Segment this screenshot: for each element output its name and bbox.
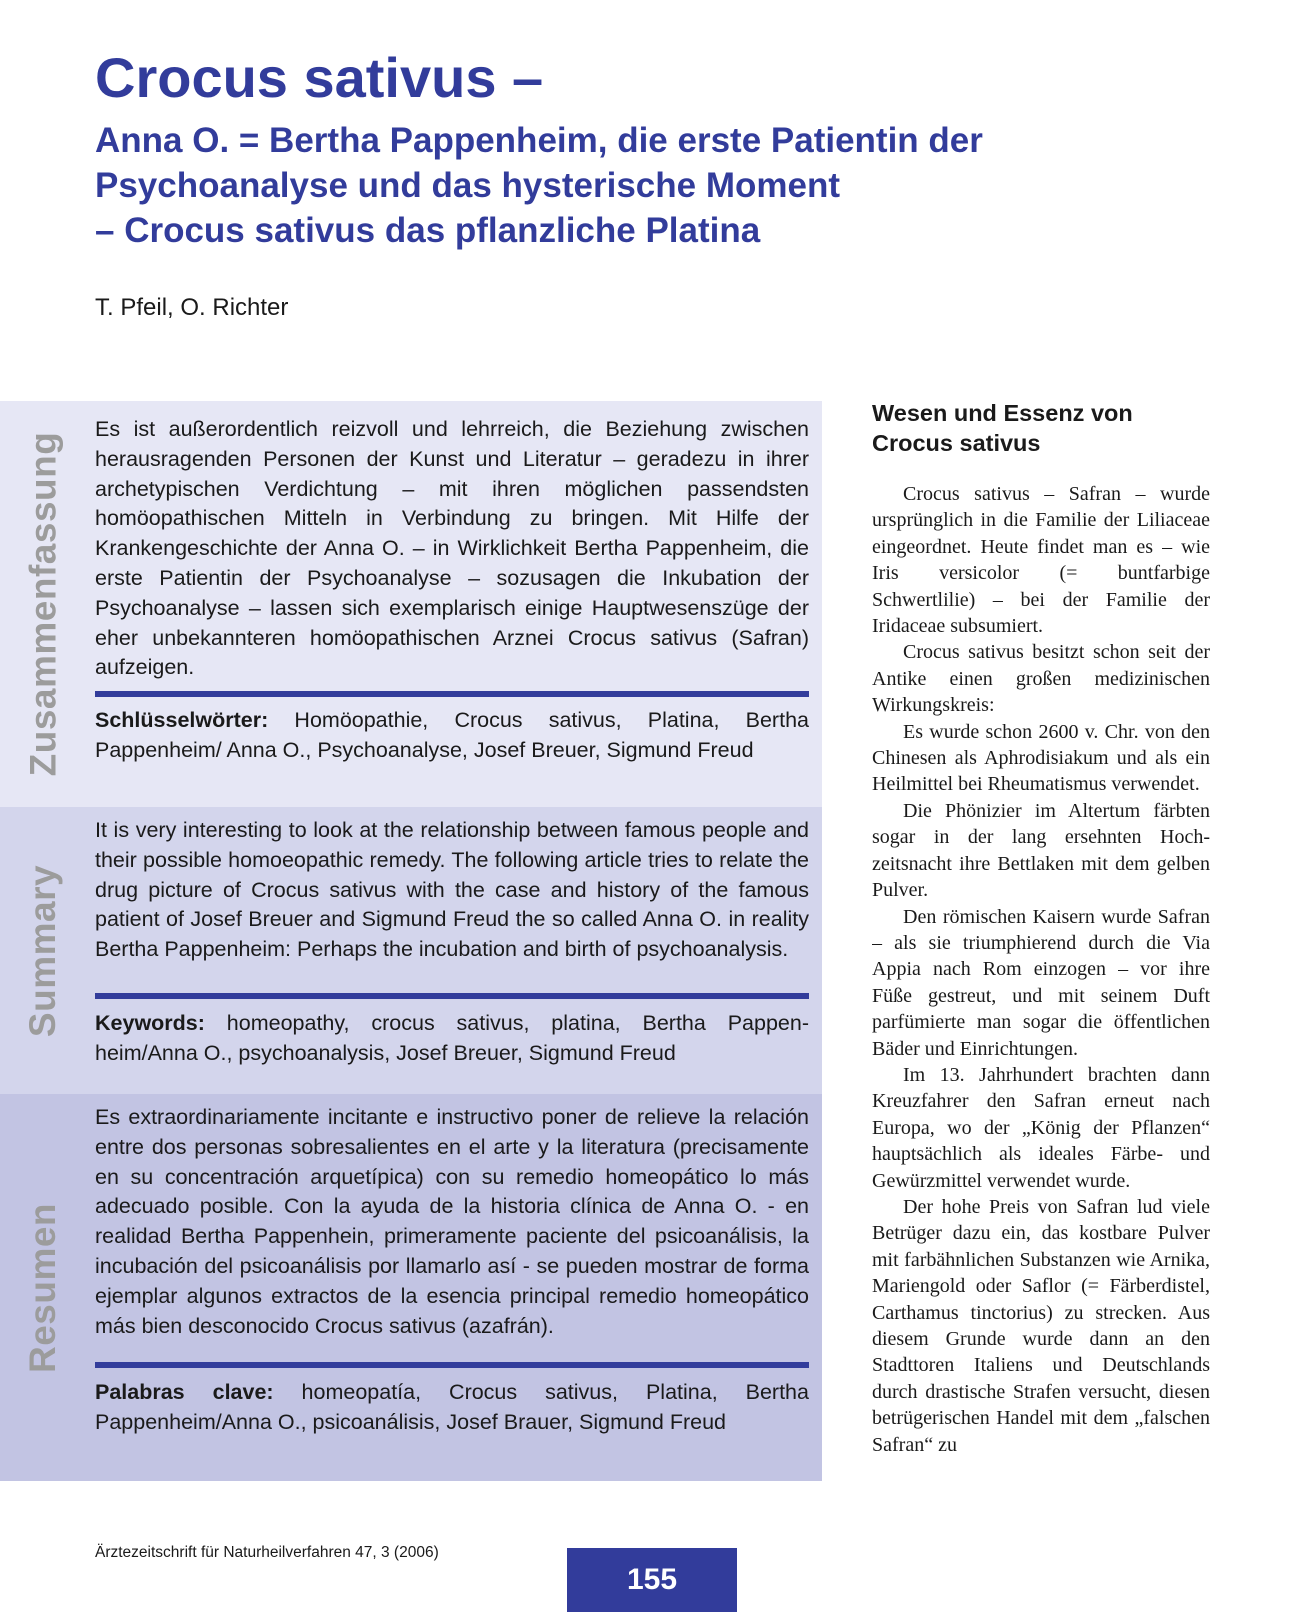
keywords-label: Keywords:: [95, 1011, 205, 1035]
article-subtitle: [95, 118, 1095, 253]
article-body: [872, 481, 1210, 1485]
article-paragraph: Die Phönizier im Altertum färbten sogar in der lang ersehnten Hochzeitsnacht ihre Bettlaken mit dem gelben Pulver.: [872, 799, 1210, 902]
side-label-text: Resumen: [22, 1202, 63, 1373]
article-paragraph: Der hohe Preis von Safran lud viele Betrüger dazu ein, das kostbare Pulver mit farbähnlichen Substanzen wie Arnika, Mariengold oder Saflor (= Färberdistel, Carthamus tinctorius) zu strecken. Aus diesem Grunde wurde dann an den Stadttoren Italiens und Deutschlands durch drastische Strafen versucht, diesen betrügerischen Handel mit dem „falschen Safran“ zu: [872, 1195, 1210, 1456]
page-number: 155: [626, 1563, 678, 1596]
side-label-text: Zusammenfassung: [22, 431, 64, 777]
subtitle-line: – Crocus sativus das pflanzliche Platina: [95, 211, 761, 250]
resumen-side-label: [4, 1094, 82, 1481]
side-label-text: Summary: [22, 864, 64, 1037]
subtitle-line: Psychoanalyse und das hysterische Moment: [95, 166, 840, 205]
article-paragraph: Im 13. Jahrhundert brachten dann Kreuzfahrer den Safran erneut nach Europa, wo der „König der Pflanzen“ hauptsächlich als ideales Färbe- und Gewürzmittel verwendet wurde.: [872, 1063, 1210, 1192]
abstract-text-en: It is very interesting to look at the relationship between famous people and their possible homoeopathic remedy. The following article tries to relate the drug picture of Crocus sativus with the case and history of the famous patient of Josef Breuer and Sigmund Freud the so called Anna O. in reality Bertha Pappenheim: Perhaps the incubation and birth of psychoanalysis.: [95, 818, 809, 962]
keywords-value: homeopathy, crocus sativus, platina, Bertha Pappenheim/Anna O., psychoanalysis, Josef Breuer, Sigmund Freud: [95, 1011, 810, 1065]
keywords-es: [95, 1378, 809, 1438]
keywords-en: [95, 1009, 809, 1069]
zusammenfassung-side-label: [4, 401, 82, 807]
page-number-box: [567, 1548, 737, 1612]
article-paragraph: Es wurde schon 2600 v. Chr. von den Chinesen als Aphrodisiakum und als ein Heilmittel bei Rheumatismus verwendet.: [872, 720, 1210, 796]
abstract-text-es: Es extraordinariamente incitante e instructivo poner de relieve la relación entre dos personas sobresalientes en el arte y la literatura (precisamente en su concentración arquetípica) con su remedio homeopático lo más adecuado posible. Con la ayuda de la historia clínica de Anna O. - en realidad Bertha Pappenhein, primeramente paciente del psicoanálisis, la incubación del psicoanálisis por llamarlo así - se pueden mostrar de forma ejemplar algunos extractos de la esencia principal remedio homeopático más bien desconocido Crocus sativus (azafrán).: [95, 1105, 809, 1338]
abstract-text-de: Es ist außerordentlich reizvoll und lehrreich, die Beziehung zwischen herausragenden Personen der Kunst und Literatur – geradezu in ihrer archetypischen Verdichtung – mit ihren möglichen passendsten homöopathischen Mitteln in Verbindung zu bringen. Mit Hilfe der Krankengeschichte der Anna O. – in Wirklichkeit Bertha Pappenheim, die erste Patientin der Psychoanalyse – sozusagen die Inkubation der Psychoanalyse – lassen sich exemplarisch einige Hauptwesenszüge der eher unbekannteren homöopathischen Arznei Crocus sativus (Safran) aufzeigen.: [95, 417, 809, 680]
summary-side-label: [4, 807, 82, 1094]
journal-citation: Ärztezeitschrift für Naturheilverfahren 47, 3 (2006): [95, 1544, 439, 1561]
keywords-value: Homöopathie, Crocus sativus, Platina, Bertha Pappenheim/ Anna O., Psychoanalyse, Josef Breuer, Sigmund Freud: [95, 708, 809, 762]
summary-panel: [0, 807, 822, 1094]
resumen-panel: [0, 1094, 822, 1481]
article-paragraph: Den römischen Kaisern wurde Safran – als sie triumphierend durch die Via Appia nach Rom einzogen – vor ihre Füße gestreut, und mit seinem Duft parfümierte man sogar die öffentlichen Bäder und Einrichtungen.: [872, 905, 1210, 1060]
keywords-de: [95, 706, 809, 766]
keywords-label: Palabras clave:: [95, 1380, 274, 1404]
keywords-label: Schlüsselwörter:: [95, 708, 269, 732]
authors: T. Pfeil, O. Richter: [95, 294, 289, 321]
divider-rule: [95, 691, 809, 697]
article-paragraph: Crocus sativus besitzt schon seit der Antike einen großen medizinischen Wirkungskreis:: [872, 641, 1210, 717]
section-heading: Wesen und Essenz von Crocus sativus: [872, 400, 1133, 456]
article-paragraph: Crocus sativus – Safran – wurde ursprünglich in die Familie der Liliaceae eingeordnet. Heute findet man es – wie Iris versicolor (= buntfarbige Schwertlilie) – bei der Familie der Iridaceae subsumiert.: [872, 483, 1210, 638]
article-title: Crocus sativus –: [95, 46, 544, 109]
zusammenfassung-panel: [0, 401, 822, 807]
subtitle-line: Anna O. = Bertha Pappenheim, die erste Patientin der: [95, 121, 983, 160]
divider-rule: [95, 993, 809, 999]
keywords-value: homeopatía, Crocus sativus, Platina, Bertha Pappenheim/Anna O., psicoanálisis, Josef Brauer, Sigmund Freud: [95, 1380, 809, 1434]
divider-rule: [95, 1362, 809, 1368]
